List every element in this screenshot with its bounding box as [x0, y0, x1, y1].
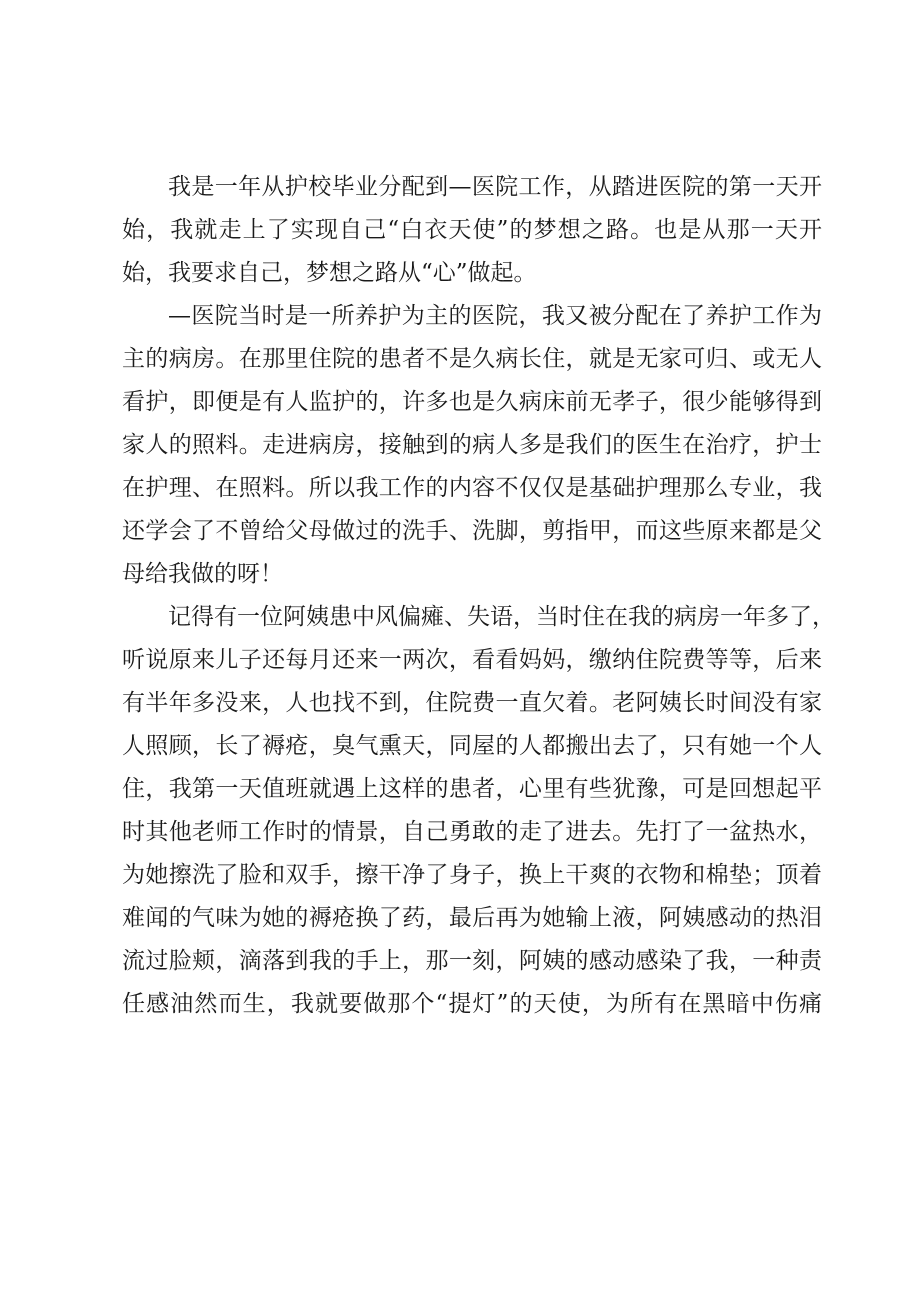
- paragraph: [122, 295, 822, 596]
- text-line: 家人的照料。走进病房，接触到的病人多是我们的医生在治疗，护士: [122, 432, 822, 458]
- text-line: 记得有一位阿姨患中风偏瘫、失语，当时住在我的病房一年多了，: [168, 604, 835, 630]
- text-line: 始，我就走上了实现自己“白衣天使”的梦想之路。也是从那一天开: [122, 217, 822, 243]
- text-line: 始，我要求自己，梦想之路从“心”做起。: [122, 260, 537, 286]
- text-line: 主的病房。在那里住院的患者不是久病长住，就是无家可归、或无人: [122, 346, 822, 372]
- text-line: 听说原来儿子还每月还来一两次，看看妈妈，缴纳住院费等等，后来: [122, 647, 822, 673]
- text-line: 流过脸颊，滴落到我的手上，那一刻，阿姨的感动感染了我，一种责: [122, 948, 822, 974]
- text-line: 母给我做的呀！: [122, 561, 283, 587]
- text-line: 在护理、在照料。所以我工作的内容不仅仅是基础护理那么专业，我: [122, 475, 822, 501]
- text-line: 还学会了不曾给父母做过的洗手、洗脚，剪指甲，而这些原来都是父: [122, 518, 822, 544]
- text-line: 难闻的气味为她的褥疮换了药，最后再为她输上液，阿姨感动的热泪: [122, 905, 822, 931]
- text-line: 人照顾，长了褥疮，臭气熏天，同屋的人都搬出去了，只有她一个人: [122, 733, 822, 759]
- text-line: 为她擦洗了脸和双手，擦干净了身子，换上干爽的衣物和棉垫；顶着: [122, 862, 822, 888]
- paragraph: [122, 596, 835, 1026]
- text-line: —医院当时是一所养护为主的医院，我又被分配在了养护工作为: [168, 303, 822, 329]
- text-line: 时其他老师工作时的情景，自己勇敢的走了进去。先打了一盆热水，: [122, 819, 822, 845]
- paragraph: [122, 166, 822, 295]
- document-body: [122, 166, 835, 1026]
- text-line: 任感油然而生，我就要做那个“提灯”的天使，为所有在黑暗中伤痛: [122, 991, 822, 1017]
- text-line: 看护，即便是有人监护的，许多也是久病床前无孝子，很少能够得到: [122, 389, 822, 415]
- text-line: 我是一年从护校毕业分配到—医院工作，从踏进医院的第一天开: [168, 174, 822, 200]
- text-line: 住，我第一天值班就遇上这样的患者，心里有些犹豫，可是回想起平: [122, 776, 822, 802]
- text-line: 有半年多没来，人也找不到，住院费一直欠着。老阿姨长时间没有家: [122, 690, 822, 716]
